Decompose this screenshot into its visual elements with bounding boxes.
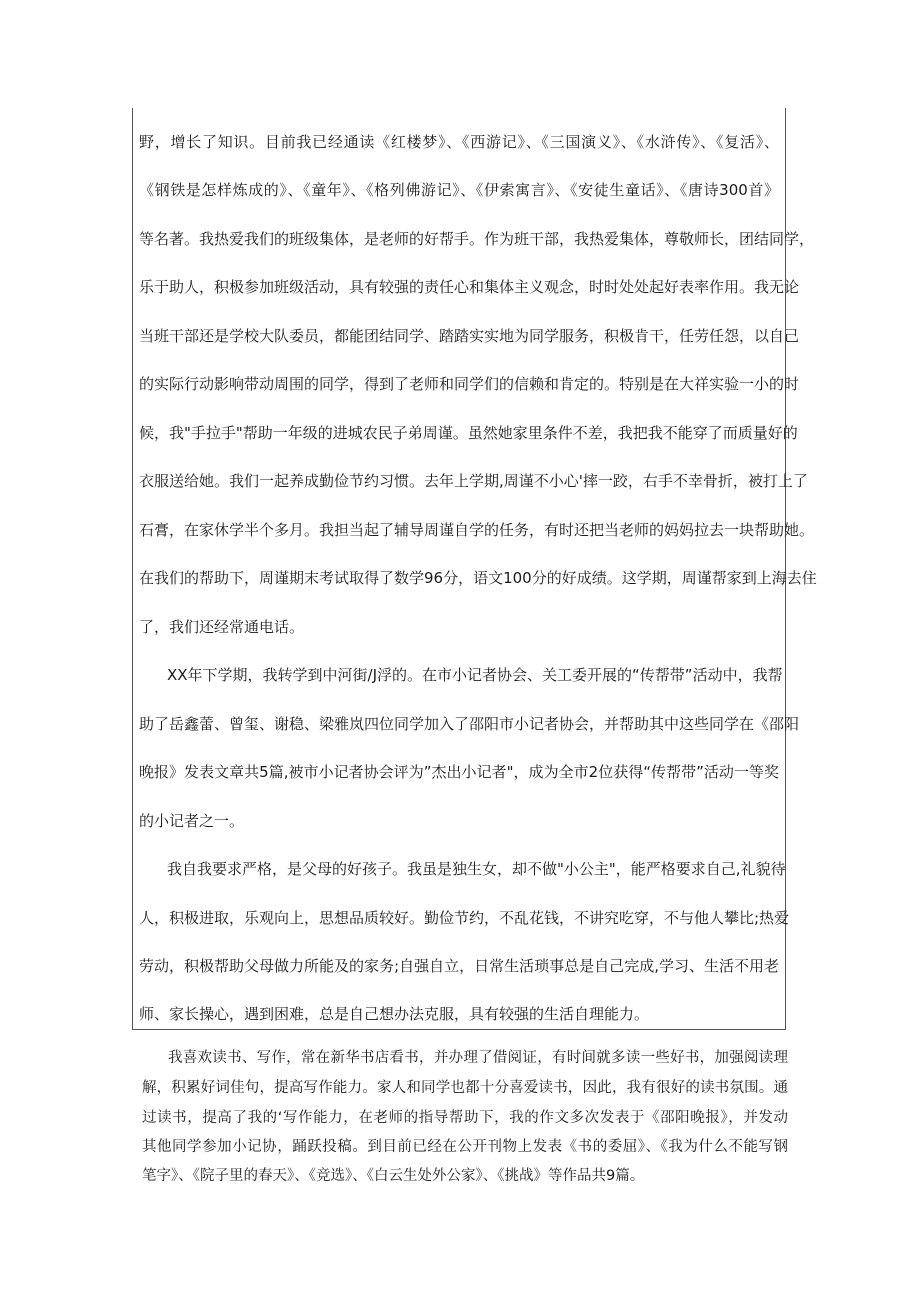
body-text-line: 过读书，提高了我的‘写作能力，在老师的指导帮助下，我的作文多次发表于《邵阳晚报》，并发动 [142, 1110, 788, 1126]
box-text-line: 我自我要求严格，是父母的好孩子。我虽是独生女，却不做"小公主"，能严格要求自己,礼貌待 [167, 860, 786, 878]
box-text-line: 晚报》发表文章共5篇,被市小记者协会评为”杰出小记者"，成为全市2位获得“传帮带”活动一等奖 [139, 763, 779, 781]
box-text-line: 助了岳鑫蕾、曾玺、谢稳、梁雅岚四位同学加入了邵阳市小记者协会，并帮助其中这些同学在《邵阳 [139, 715, 800, 733]
box-text-line: 的实际行动影响带动周围的同学，得到了老师和同学们的信赖和肯定的。特别是在大祥实验一小的时 [139, 375, 800, 393]
box-text-line: 乐于助人，积极参加班级活动，具有较强的责任心和集体主义观念，时时处处起好表率作用。我无论 [139, 278, 800, 296]
box-text-line: XX年下学期，我转学到中河街/J浮的。在市小记者协会、关工委开展的“传帮带”活动中，我帮 [167, 666, 783, 684]
body-text-line: 笔字》、《院子里的春天》、《竞选》、《白云生处外公家》、《挑战》等作品共9篇。 [142, 1168, 645, 1184]
box-text-line: 石膏，在家休学半个多月。我担当起了辅导周谨自学的任务，有时还把当老师的妈妈拉去一块帮助她。 [139, 521, 815, 539]
body-text-line: 我喜欢读书、写作，常在新华书店看书，并办理了借阅证，有时间就多读一些好书，加强阅读理 [168, 1050, 788, 1066]
box-text-line: 在我们的帮助下，周谨期末考试取得了数学96分，语文100分的好成绩。这学期，周谨帮家到上海去住 [139, 569, 817, 587]
box-text-line: 人，积极进取，乐观向上，思想品质较好。勤俭节约，不乱花钱，不讲究吃穿，不与他人攀比;热爱 [139, 909, 790, 927]
box-text-line: 的小记者之一。 [139, 812, 245, 830]
box-text-line: 候，我"手拉手"帮助一年级的进城农民子弟周谨。虽然她家里条件不差，我把我不能穿了而质量好的 [139, 424, 798, 442]
box-text-line: 师、家长操心，遇到困难，总是自己想办法克服，具有较强的生活自理能力。 [139, 1005, 650, 1023]
box-text-line: 劳动，积极帮助父母做力所能及的家务;自强自立，日常生活琐事总是自己完成,学习、生活不用老 [139, 957, 779, 975]
box-text-line: 等名著。我热爱我们的班级集体，是老师的好帮手。作为班干部，我热爱集体，尊敬师长，团结同学， [139, 230, 815, 248]
box-text-line: 野，增长了知识。目前我已经通读《红楼梦》、《西游记》、《三国演义》、《水浒传》、《复活》、 [139, 133, 779, 151]
bordered-text-box [132, 108, 817, 1030]
box-text-line: 了，我们还经常通电话。 [139, 618, 305, 636]
box-text-line: 衣服送给她。我们一起养成勤俭节约习惯。去年上学期,周谨不小心'摔一跤，右手不幸骨折，被打上了 [139, 472, 808, 490]
body-text-line: 其他同学参加小记协，踊跃投稿。到目前已经在公开刊物上发表《书的委屈》、《我为什么不能写钢 [142, 1139, 788, 1155]
box-text-line: 当班干部还是学校大队委员，都能团结同学、踏踏实实地为同学服务，积极肯干，任劳任怨，以自己 [139, 327, 800, 345]
body-text-line: 解，积累好词佳句，提高写作能力。家人和同学也都十分喜爱读书，因此，我有很好的读书氛围。通 [142, 1080, 788, 1096]
box-text-line: 《钢铁是怎样炼成的》、《童年》、《格列佛游记》、《伊索寓言》、《安徒生童话》、《唐诗300首》 [139, 181, 779, 199]
